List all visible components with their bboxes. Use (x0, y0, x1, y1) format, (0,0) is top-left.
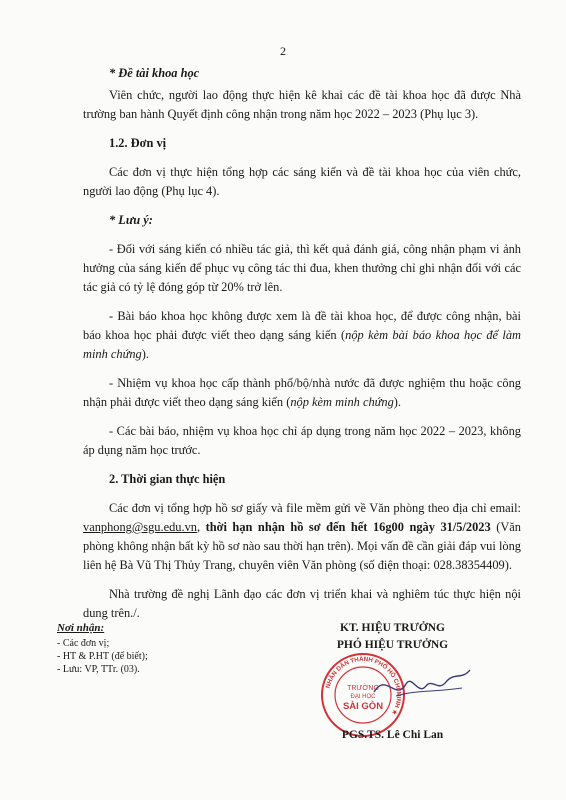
signer-name: PGS.TS. Lê Chi Lan (341, 729, 444, 741)
recipients-title: Nơi nhận: (57, 622, 105, 634)
recipient-item: - Lưu: VP, TTr. (03). (57, 664, 140, 675)
unit-paragraph: Các đơn vị thực hiện tổng hợp các sáng kiến và đề tài khoa học của viên chức, người lao động (Phụ lục 4). (83, 165, 521, 198)
svg-text:TRƯỜNG: TRƯỜNG (347, 685, 379, 692)
document-body (83, 64, 521, 623)
research-paragraph: Viên chức, người lao động thực hiện kê khai các đề tài khoa học đã được Nhà trường ban hành Quyết định công nhận trong năm học 2022 – 2023 (Phụ lục 3). (83, 88, 521, 121)
time-paragraph: Các đơn vị tổng hợp hồ sơ giấy và file mềm gửi về Văn phòng theo địa chỉ email: vanphong@sgu.edu.vn, thời hạn nhận hồ sơ đến hết 16g00 ngày 31/5/2023 (Văn phòng không nhận bất kỳ hồ sơ nào sau thời hạn trên). Mọi vấn đề cần giải đáp vui lòng liên hệ Bà Vũ Thị Thủy Trang, chuyên viên Văn phòng (số điện thoại: 028.38354409). (83, 501, 521, 572)
note-item-1: - Đối với sáng kiến có nhiều tác giả, thì kết quả đánh giá, công nhận phạm vi ảnh hưởng của sáng kiến để phục vụ công tác thi đua, khen thưởng chỉ ghi nhận đối với các tác giả có tỷ lệ đóng góp từ 20% trở lên. (83, 242, 521, 294)
recipients-block (57, 622, 148, 676)
unit-heading: 1.2. Đơn vị (109, 136, 167, 150)
svg-text:SÀI GÒN: SÀI GÒN (342, 701, 384, 712)
recipient-item: - Các đơn vị; (57, 638, 110, 649)
note-heading: * Lưu ý: (109, 213, 153, 227)
handwritten-signature (366, 662, 476, 710)
note-item-4: - Các bài báo, nhiệm vụ khoa học chỉ áp dụng trong năm học 2022 – 2023, không áp dụng năm học trước. (83, 424, 521, 457)
deadline-text: thời hạn nhận hồ sơ đến hết 16g00 ngày 31/5/2023 (205, 520, 491, 534)
signature-title (320, 620, 465, 654)
note-item-2: - Bài báo khoa học không được xem là đề tài khoa học, để được công nhận, bài báo khoa học phải được viết theo dạng sáng kiến (nộp kèm bài báo khoa học để làm minh chứng). (83, 309, 521, 361)
page-number: 2 (280, 44, 286, 58)
signature-line-2: PHÓ HIỆU TRƯỞNG (336, 639, 449, 651)
signature-line-1: KT. HIỆU TRƯỞNG (340, 622, 445, 634)
recipient-item: - HT & P.HT (để biết); (57, 651, 148, 662)
note-item-3: - Nhiệm vụ khoa học cấp thành phố/bộ/nhà nước đã được nghiệm thu hoặc công nhận phải được viết theo dạng sáng kiến (nộp kèm minh chứng). (83, 376, 521, 409)
svg-text:NHÂN DÂN THÀNH PHỐ HỒ CHÍ MINH: NHÂN DÂN THÀNH PHỐ HỒ CHÍ MINH ★ (324, 655, 403, 716)
time-heading: 2. Thời gian thực hiện (109, 472, 226, 486)
research-heading: * Đề tài khoa học (109, 66, 200, 80)
svg-text:ĐẠI HỌC: ĐẠI HỌC (350, 694, 376, 700)
email-link[interactable]: vanphong@sgu.edu.vn (83, 520, 197, 534)
closing-paragraph: Nhà trường đề nghị Lãnh đạo các đơn vị triển khai và nghiêm túc thực hiện nội dung trên./. (83, 587, 521, 620)
